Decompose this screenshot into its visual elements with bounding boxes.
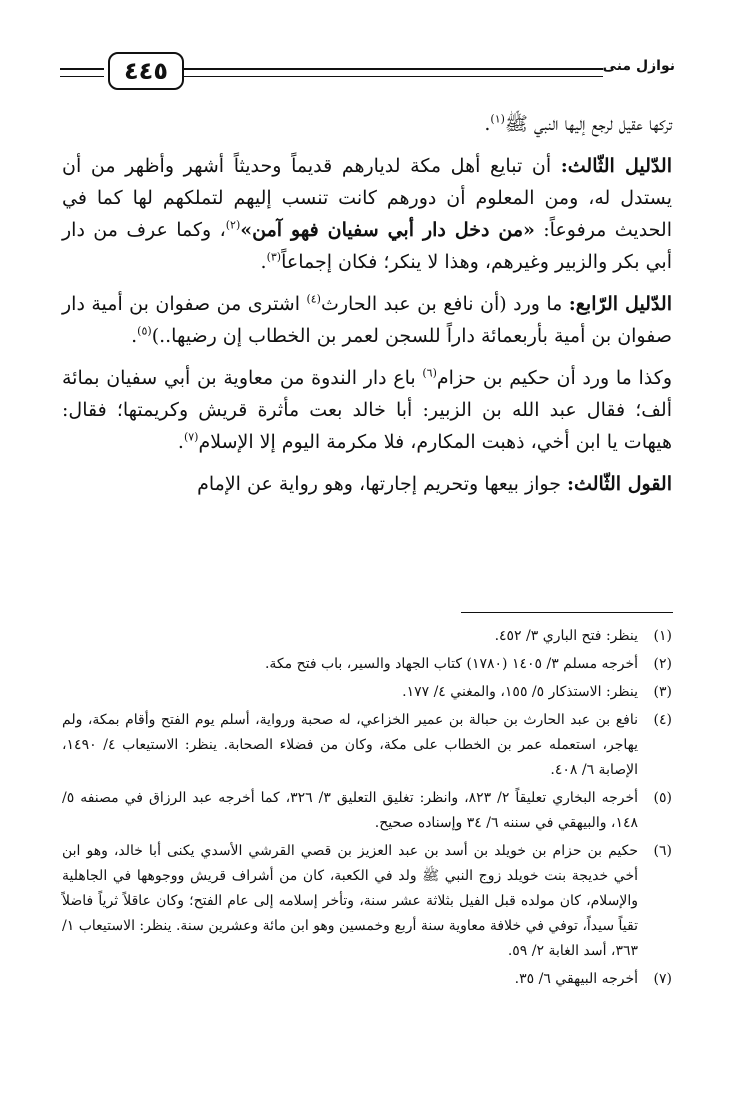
footnote [62, 652, 672, 677]
footnote-ref: (٥) [137, 324, 152, 338]
paragraph: تركها عقيل لرجع إليها النبي ﷺ$^{(١)}$. [484, 112, 672, 135]
paragraph-opinion-three: القول الثّالث: جواز بيعها وتحريم إجارتها، وهو رواية عن الإمام [197, 473, 672, 495]
footnote [62, 680, 672, 705]
footnote-number: (٢) [653, 656, 672, 672]
footnote [62, 624, 672, 649]
main-text [62, 108, 672, 510]
footnote-text: حكيم بن حزام بن خويلد بن أسد بن عبد العزيز بن قصي القرشي الأسدي يكنى أبا خالد، وهو ابن أخي خديجة بنت خويلد زوج النبي ﷺ ولد في الكعبة، كان من أشراف قريش ووجوهها في الجاهلية والإسلام، كان مولده قبل الفيل بثلاثة عشر سنة، وتأخر إسلامه إلى عام الفتح؛ وكان عاقلاً ثرياً فاضلاً تقياً سيداً، توفي في خلافة معاوية سنة أربع وخمسين وهو ابن مائة وعشرين سنة. ينظر: الاستيعاب ١/ ٣٦٣، أسد الغابة ٢/ ٥٩. [62, 843, 638, 959]
footnote-text: نافع بن عبد الحارث بن حبالة بن عمير الخزاعي، له صحبة ورواية، أسلم يوم الفتح وأقام بمكة، ولم يهاجر، استعمله عمر بن الخطاب على مكة، وكان من فضلاء الصحابة. ينظر: الاستيعاب ٤/ ١٤٩٠، الإصابة ٦/ ٤٠٨. [62, 712, 639, 778]
footnote-text: ينظر: فتح الباري ٣/ ٤٥٢. [494, 628, 638, 644]
paragraph: وكذا ما ورد أن حكيم بن حزام$^{(٦)}$ باع دار الندوة من معاوية بن أبي سفيان بمائة ألف؛ فقال عبد الله بن الزبير: أبا خالد بعت مأثرة قريش وكريمتها؛ فقال: هيهات يا ابن أخي، ذهبت المكارم، فلا مكرمة اليوم إلا الإسلام$^{(٧)}$. [62, 366, 672, 453]
footnote-divider [461, 612, 673, 613]
footnote-text: أخرجه البيهقي ٦/ ٣٥. [514, 971, 638, 987]
footnote-ref: (٦) [422, 366, 437, 380]
paragraph-evidence-three: الدّليل الثّالث: أن تبايع أهل مكة لديارهم قديماً وحديثاً أشهر وأظهر من أن يستدل له، ومن المعلوم أن دورهم كانت تنسب إليهم لتملكهم لها كما في الحديث مرفوعاً: «من دخل دار أبي سفيان فهو آمن»$^{(٢)}$، وكما عرف من دار أبي بكر والزبير وغيرهم، وهذا لا ينكر؛ فكان إجماعاً$^{(٣)}$. [62, 155, 672, 273]
footnote-ref: (٧) [183, 430, 199, 444]
footnote-ref: (٢) [225, 218, 241, 232]
footnote-text: أخرجه البخاري تعليقاً ٢/ ٨٢٣، وانظر: تغليق التعليق ٣/ ٣٢٦، كما أخرجه عبد الرزاق في مصنفه ٥/ ١٤٨، والبيهقي في سننه ٦/ ٣٤ وإسناده صحيح. [62, 790, 638, 831]
footnote [62, 839, 672, 964]
hadith-quote: «من دخل دار أبي سفيان فهو آمن» [240, 219, 535, 241]
footnotes [62, 624, 672, 995]
footnote-number: (١) [653, 628, 672, 644]
running-title: نوازل منى [602, 58, 675, 74]
footnote-number: (٧) [653, 971, 672, 987]
section-label: القول الثّالث: [567, 473, 672, 495]
footnote-number: (٦) [653, 843, 672, 859]
section-label: الدّليل الرّابع: [568, 293, 673, 315]
page-header [60, 48, 675, 94]
footnote-ref: (٣) [266, 250, 282, 264]
paragraph-evidence-four: الدّليل الرّابع: ما ورد (أن نافع بن عبد الحارث$^{(٤)}$ اشترى من صفوان بن أمية دار صفوان بن أمية بأربعمائة داراً للسجن لعمر بن الخطاب إن رضيها..)$^{(٥)}$. [62, 292, 673, 347]
page-number: ٤٤٥ [108, 52, 184, 90]
footnote-number: (٤) [653, 712, 672, 728]
header-rule-short [60, 68, 104, 77]
footnote [62, 708, 672, 783]
footnote-ref: (٤) [306, 292, 321, 306]
footnote-text: أخرجه مسلم ٣/ ١٤٠٥ (١٧٨٠) كتاب الجهاد والسير، باب فتح مكة. [264, 656, 638, 672]
footnote [62, 786, 672, 836]
footnote-ref: (١) [490, 112, 505, 126]
footnote-number: (٣) [653, 684, 672, 700]
footnote-number: (٥) [653, 790, 672, 806]
footnote-text: ينظر: الاستذكار ٥/ ١٥٥، والمغني ٤/ ١٧٧. [402, 684, 638, 700]
footnote [62, 967, 672, 992]
header-rule [182, 68, 603, 77]
section-label: الدّليل الثّالث: [560, 155, 672, 177]
